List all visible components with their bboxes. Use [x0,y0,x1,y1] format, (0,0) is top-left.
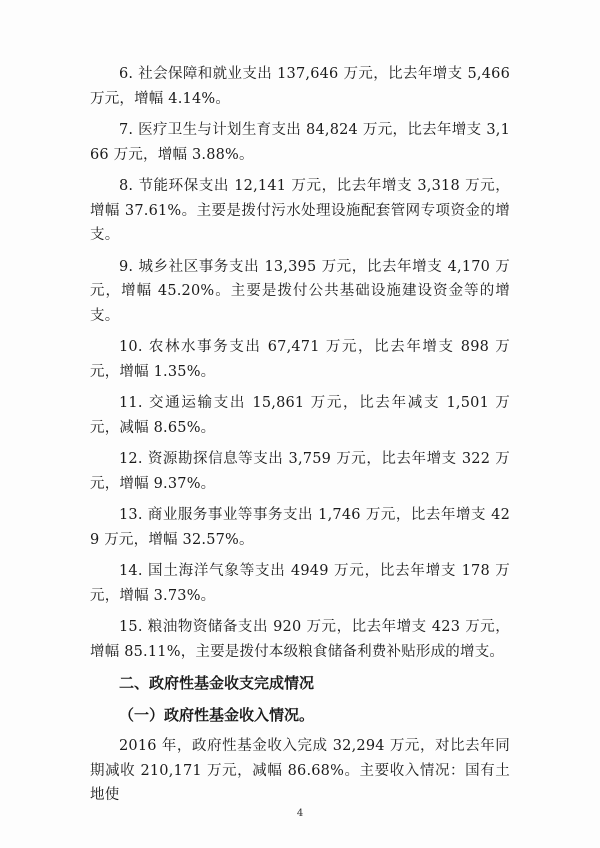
closing-paragraph: 2016 年，政府性基金收入完成 32,294 万元，对比去年同期减收 210,171 万元，减幅 86.68%。主要收入情况：国有土地使 [90,738,510,803]
expenditure-item-8: 8. 节能环保支出 12,141 万元，比去年增支 3,318 万元，增幅 37.61%。主要是拨付污水处理设施配套管网专项资金的增支。 [90,178,510,243]
expenditure-item-10: 10. 农林水事务支出 67,471 万元，比去年增支 898 万元，增幅 1.35%。 [90,339,510,380]
expenditure-item-15: 15. 粮油物资储备支出 920 万元，比去年增支 423 万元，增幅 85.11%，主要是拨付本级粮食储备利费补贴形成的增支。 [90,619,510,660]
page-number: 4 [296,808,304,819]
expenditure-item-13: 13. 商业服务事业等事务支出 1,746 万元，比去年增支 429 万元，增幅 32.57%。 [90,507,510,548]
expenditure-item-12: 12. 资源勘探信息等支出 3,759 万元，比去年增支 322 万元，增幅 9.37%。 [90,451,510,492]
subsection-heading: （一）政府性基金收入情况。 [119,705,315,724]
expenditure-item-9: 9. 城乡社区事务支出 13,395 万元，比去年增支 4,170 万元，增幅 45.20%。主要是拨付公共基础设施建设资金等的增支。 [90,258,510,324]
expenditure-item-11: 11. 交通运输支出 15,861 万元，比去年减支 1,501 万元，减幅 8.65%。 [90,395,510,436]
document-body [90,62,510,815]
expenditure-item-14: 14. 国土海洋气象等支出 4949 万元，比去年增支 178 万元，增幅 3.73%。 [90,563,510,604]
expenditure-item-7: 7. 医疗卫生与计划生育支出 84,824 万元，比去年增支 3,166 万元，增幅 3.88%。 [90,122,510,163]
expenditure-item-6: 6. 社会保障和就业支出 137,646 万元，比去年增支 5,466 万元，增幅 4.14%。 [90,66,510,107]
section-heading: 二、政府性基金收支完成情况 [119,674,315,692]
